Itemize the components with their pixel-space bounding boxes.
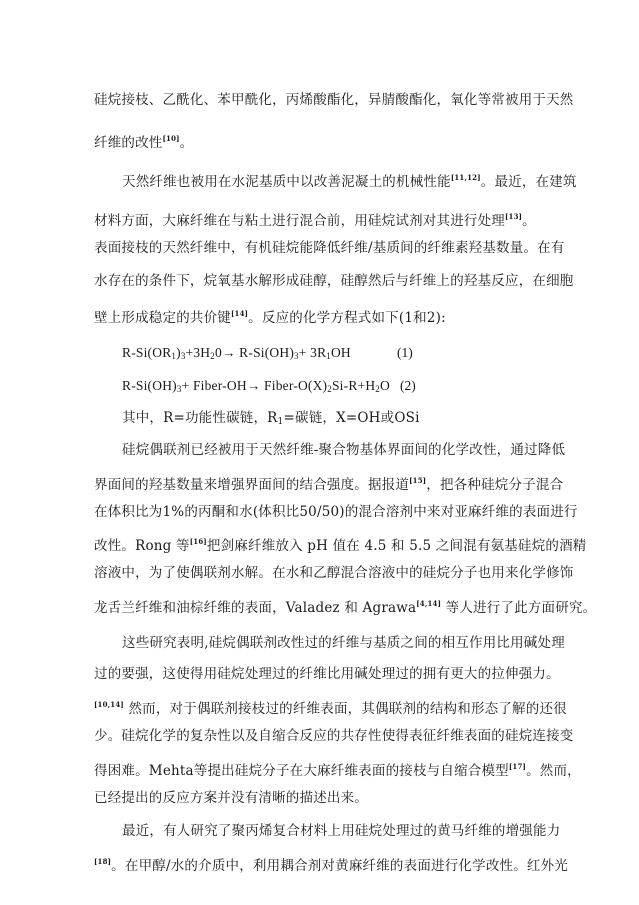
p4-line-5: 得困难。Mehta等提出硅烷分子在大麻纤维表面的接枝与自缩合模型[17]。然而， [94, 762, 581, 779]
equation-legend: 其中，R=功能性碳链，$R_1=$碳链，X=OH或OSi [122, 410, 420, 427]
p3-line-5: 溶液中，为了使偶联剂水解。在水和乙醇混合溶液中的硅烷分子也用来化学修饰 [94, 565, 574, 581]
equation-1: $R-Si(OR_1)_3+3H_20\to R-Si(OH)_3+ 3R_1OH$ [122, 345, 351, 361]
p3-line-1: 硅烷偶联剂已经被用于天然纤维-聚合物基体界面间的化学改性，通过降低 [122, 442, 566, 458]
p4-line-2: 过的要强，这使得用硅烷处理过的纤维比用碱处理过的拥有更大的拉伸强力。 [94, 666, 560, 682]
p4-line-1: 这些研究表明,硅烷偶联剂改性过的纤维与基质之间的相互作用比用碱处理 [122, 635, 565, 651]
p2-line-5: 壁上形成稳定的共价键[14]。反应的化学方程式如下(1和2): [94, 309, 446, 326]
p2-line-1: 天然纤维也被用在水泥基质中以改善泥凝土的机械性能[11,12]。最近，在建筑 [122, 173, 577, 190]
p1-line-2: 纤维的改性[10]。 [94, 134, 194, 151]
citation: [10] [162, 134, 180, 143]
citation: [16] [189, 537, 207, 546]
p4-line-6: 已经提出的反应方案并没有清晰的描述出来。 [94, 790, 368, 806]
citation: [18] [94, 857, 112, 866]
p4-line-4: 少。硅烷化学的复杂性以及自缩合反应的共存性使得表征纤维表面的硅烷连接变 [94, 728, 574, 744]
p5-line-2: [18]。在甲醇/水的介质中，利用耦合剂对黄麻纤维的表面进行化学改性。红外光 [94, 857, 569, 874]
p1-line-1: 硅烷接枝、乙酰化、苯甲酰化，丙烯酸酯化，异腈酸酯化，氧化等常被用于天然 [94, 92, 574, 108]
citation: [13] [505, 212, 523, 221]
citation: [4,14] [416, 599, 442, 608]
p2-line-3: 表面接枝的天然纤维中，有机硅烷能降低纤维/基质间的纤维素羟基数量。在有 [94, 240, 565, 256]
p2-line-2: 材料方面，大麻纤维在与粘土进行混合前，用硅烷试剂对其进行处理[13]。 [94, 212, 536, 229]
citation: [14] [231, 309, 249, 318]
citation: [10,14] [94, 700, 124, 709]
p3-line-2: 界面间的羟基数量来增强界面间的结合强度。据报道[15]，把各种硅烷分子混合 [94, 476, 564, 493]
equation-2-number: (2) [400, 378, 416, 393]
p3-line-4: 改性。Rong 等[16]把剑麻纤维放入 pH 值在 4.5 和 5.5 之间混有氨基硅烷的酒精 [94, 537, 587, 554]
citation: [11,12] [450, 173, 481, 182]
p3-line-6: 龙舌兰纤维和油棕纤维的表面，Valadez 和 Agrawa[4,14] 等人进行了此方面研究。 [94, 599, 597, 616]
p3-line-3: 在体积比为1%的丙酮和水(体积比50/50)的混合溶剂中来对亚麻纤维的表面进行 [94, 504, 578, 520]
p4-line-3: [10,14] 然而，对于偶联剂接枝过的纤维表面，其偶联剂的结构和形态了解的还很 [94, 700, 567, 717]
p5-line-1: 最近，有人研究了聚丙烯复合材料上用硅烷处理过的黄马纤维的增强能力 [122, 823, 561, 839]
citation: [17] [508, 762, 527, 771]
p2-line-4: 水存在的条件下，烷氧基水解形成硅醇，硅醇然后与纤维上的羟基反应，在细胞 [94, 273, 574, 289]
citation: [15] [409, 476, 427, 485]
equation-2: $R-Si(OH)_3+$ Fiber-OH→ Fiber-$O(X)_2Si-R+H_2O$ [122, 378, 390, 394]
equation-1-number: (1) [397, 345, 413, 360]
